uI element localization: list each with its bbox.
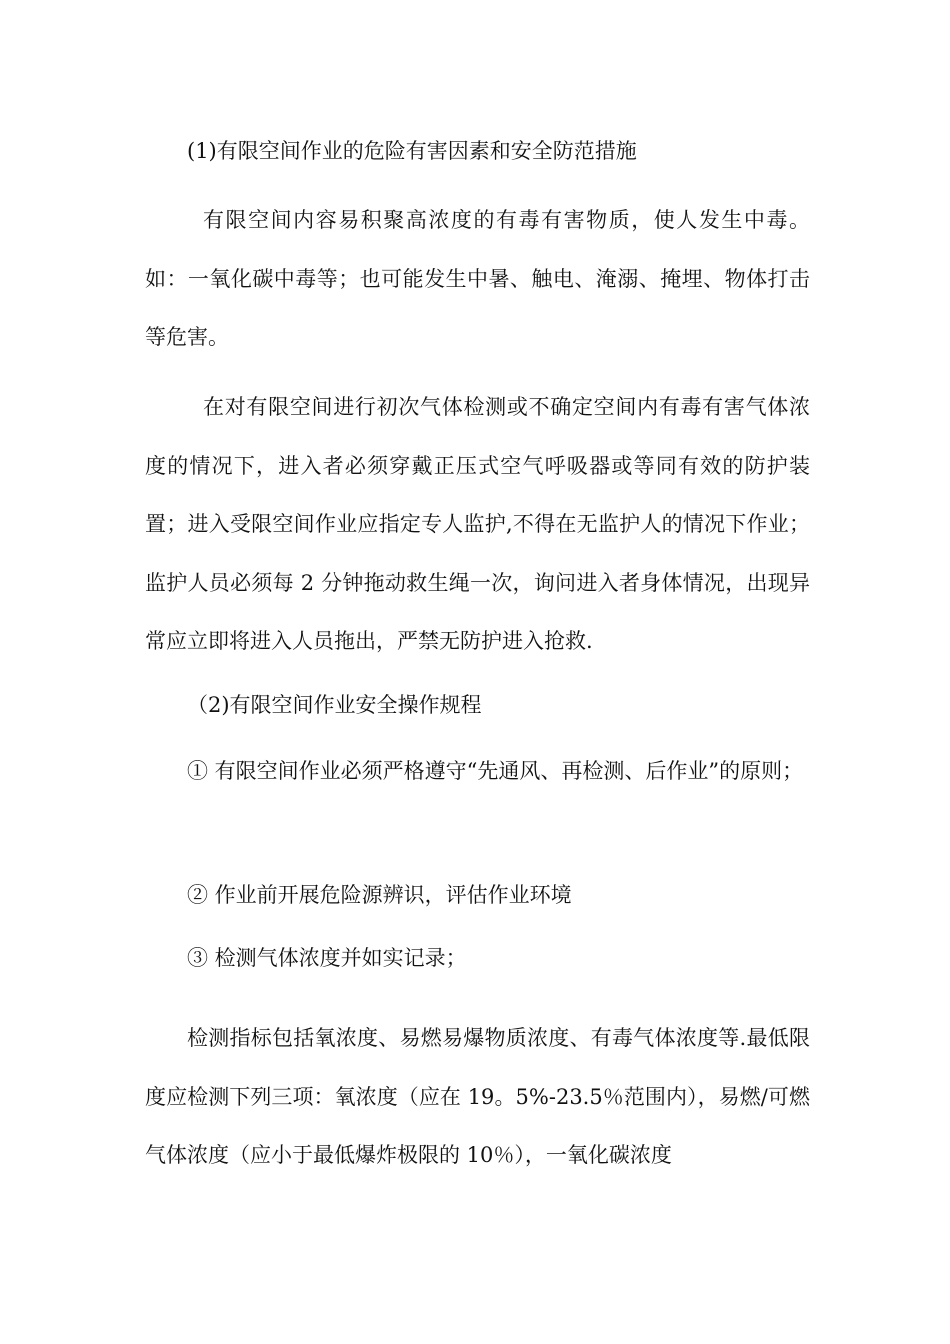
paragraph-hazards: 有限空间内容易积聚高浓度的有毒有害物质，使人发生中毒。如：一氧化碳中毒等；也可能发生中暑、触电、淹溺、掩埋、物体打击等危害。 [145,208,810,349]
section-heading-2: （2)有限空间作业安全操作规程 [187,693,482,717]
list-item-1: ① 有限空间作业必须严格遵守“先通风、再检测、后作业”的原则； [187,759,804,783]
paragraph-protection-measures: 在对有限空间进行初次气体检测或不确定空间内有毒有害气体浓度的情况下，进入者必须穿戴正压式空气呼吸器或等同有效的防护装置；进入受限空间作业应指定专人监护,不得在无监护人的情况下作业；监护人员必须每 2 分钟拖动救生绳一次，询问进入者身体情况，出现异常应立即将进入人员拖出，严禁无防护进入抢救. [145,395,810,653]
list-item-2: ② 作业前开展危险源辨识，评估作业环境 [187,883,572,907]
paragraph-detection-indicators: 检测指标包括氧浓度、易燃易爆物质浓度、有毒气体浓度等.最低限度应检测下列三项：氧浓度（应在 19。5%-23.5％范围内），易燃/可燃气体浓度（应小于最低爆炸极限的 10％），一氧化碳浓度 [145,1026,810,1167]
list-item-3: ③ 检测气体浓度并如实记录； [187,946,467,970]
section-heading-1: (1)有限空间作业的危险有害因素和安全防范措施 [187,139,637,163]
